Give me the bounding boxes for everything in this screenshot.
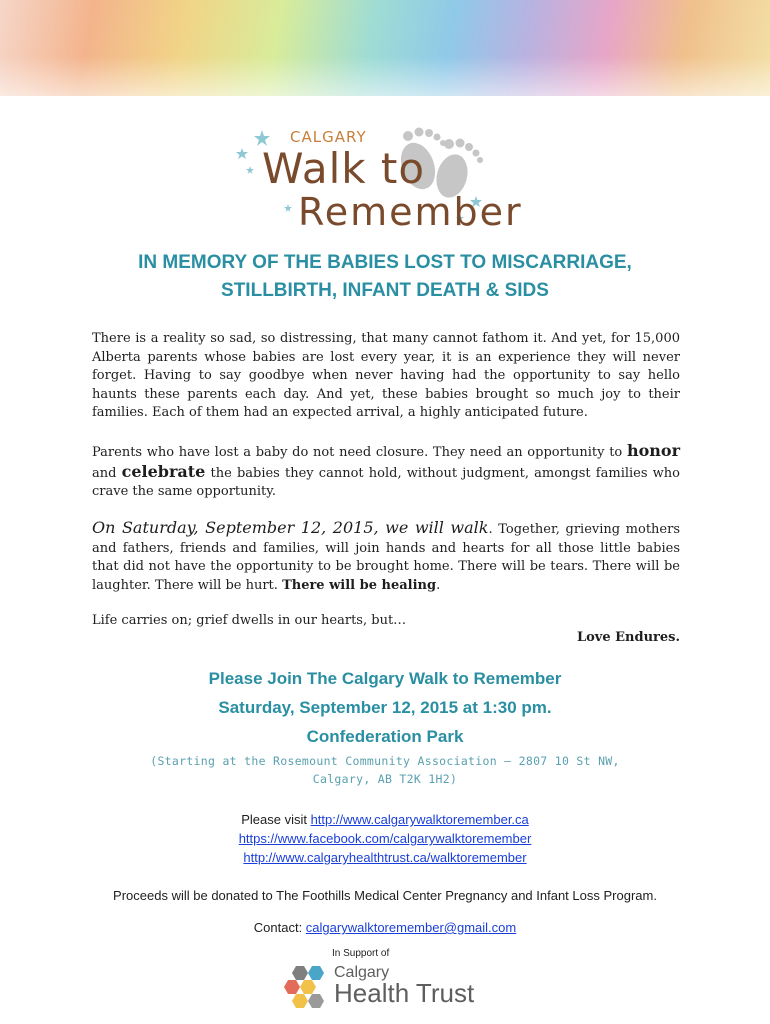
calgary-health-trust-logo (282, 962, 502, 1012)
walk-paragraph (92, 519, 680, 595)
header-banner (0, 0, 770, 96)
celebrate-word: celebrate (121, 461, 206, 481)
hexagon-cluster-icon (282, 962, 332, 1012)
join-heading: Please Join The Calgary Walk to Remember (208, 669, 562, 688)
contact-label: Contact: (253, 920, 306, 935)
contact-line (0, 920, 770, 935)
walk-text-a: . Together, grieving mothers and fathers, friends and families, will join hands and hearts for all those little babies that did not have the opportunity to be brought home. There will be tears. There will be laughter. There will be hurt. (92, 522, 681, 593)
in-support-of-text: In Support of (332, 948, 390, 959)
visit-line (0, 812, 770, 827)
event-location: Confederation Park (306, 727, 464, 746)
facebook-line (0, 831, 770, 846)
closure-paragraph (92, 442, 680, 502)
love-endures-text: Love Endures. (576, 630, 680, 645)
proceeds-text: Proceeds will be donated to The Foothills Medical Center Pregnancy and Infant Loss Program. (113, 888, 657, 903)
heading-line-1: IN MEMORY OF THE BABIES LOST TO MISCARRIAGE, (138, 252, 632, 273)
healing-text: There will be healing (282, 577, 437, 593)
facebook-link[interactable]: https://www.facebook.com/calgarywalktoremember (238, 831, 532, 846)
life-carries-on-text: Life carries on; grief dwells in our hearts, but… (92, 613, 407, 628)
sponsor-calgary-text: Calgary (334, 964, 390, 981)
intro-paragraph: There is a reality so sad, so distressing, that many cannot fathom it. And yet, for 15,000 Alberta parents whose babies are lost every year, it is an experience they will never forget. Having to say goodbye when never having had the opportunity to say hello haunts these parents each day. And yet, these babies brought so much joy to their families. Each of them had an expected arrival, a highly anticipated future. (92, 331, 680, 421)
heading-line-2: STILLBIRTH, INFANT DEATH & SIDS (221, 280, 549, 301)
event-address-line-1: (Starting at the Rosemount Community Association – 2807 10 St NW, (150, 754, 620, 768)
logo-remember-text: Remember (298, 190, 523, 234)
walk-text-b: . (436, 577, 441, 593)
contact-email-link[interactable]: calgarywalktoremember@gmail.com (305, 920, 517, 935)
walk-to-remember-logo (228, 114, 523, 244)
closure-text-c: the babies they cannot hold, without judgment, amongst families who crave the same opportunity. (92, 465, 681, 500)
closure-text-a: Parents who have lost a baby do not need closure. They need an opportunity to (92, 445, 627, 460)
closure-text-b: and (92, 465, 122, 481)
logo-walk-to-text: Walk to (262, 144, 426, 193)
sponsor-health-trust-text: Health Trust (334, 978, 475, 1008)
event-date: Saturday, September 12, 2015 at 1:30 pm. (218, 698, 552, 717)
event-address-line-2: Calgary, AB T2K 1H2) (312, 772, 458, 786)
honor-word: honor (626, 441, 680, 460)
visit-label: Please visit (241, 812, 311, 827)
healthtrust-line (0, 850, 770, 865)
website-link[interactable]: http://www.calgarywalktoremember.ca (310, 812, 529, 827)
healthtrust-link[interactable]: http://www.calgaryhealthtrust.ca/walktoremember (243, 850, 527, 865)
logo-calgary-text: CALGARY (290, 128, 367, 146)
walk-date-lead: On Saturday, September 12, 2015, we will walk (92, 518, 489, 537)
